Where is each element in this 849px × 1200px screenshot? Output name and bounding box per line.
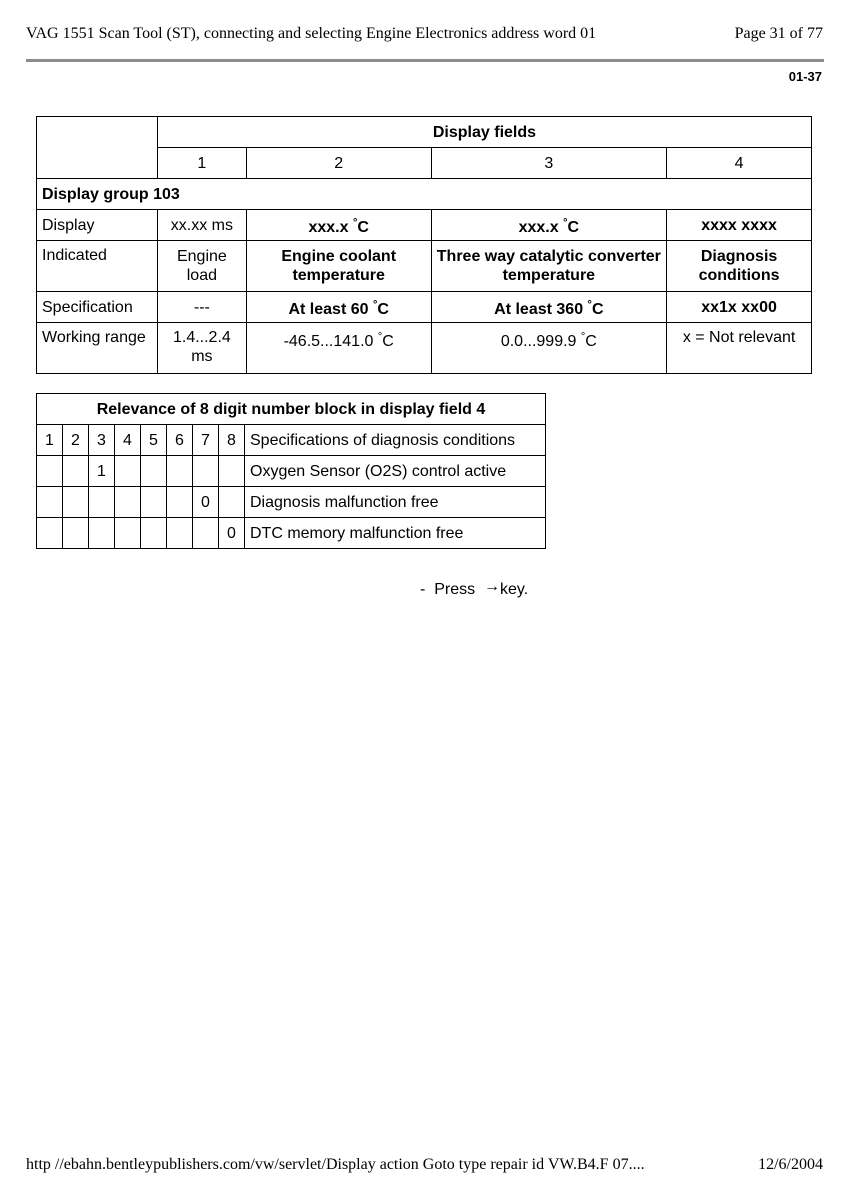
digit-cell: 0 <box>219 518 245 549</box>
digit-cell <box>63 456 89 487</box>
relevance-table <box>36 393 546 549</box>
row-label: Indicated <box>37 241 158 292</box>
digit-header-3: 3 <box>89 425 115 456</box>
cell-spec-field-4: xx1x xx00 <box>667 292 812 323</box>
row-label: Display <box>37 210 158 241</box>
digit-header-6: 6 <box>167 425 193 456</box>
digit-cell: 1 <box>89 456 115 487</box>
cell-indicated-field-4: Diagnosis conditions <box>667 241 812 292</box>
digit-cell <box>141 456 167 487</box>
page-reference: 01-37 <box>788 69 822 84</box>
relevance-title: Relevance of 8 digit number block in display field 4 <box>37 394 546 425</box>
field-header-2: 2 <box>246 148 431 179</box>
cell-indicated-field-3: Three way catalytic converter temperature <box>431 241 667 292</box>
digit-cell <box>89 518 115 549</box>
table-row <box>37 323 812 374</box>
header-title: VAG 1551 Scan Tool (ST), connecting and selecting Engine Electronics address word 01 <box>26 25 597 42</box>
field-header-1: 1 <box>157 148 246 179</box>
field-header-3: 3 <box>431 148 667 179</box>
digit-cell <box>115 456 141 487</box>
table-row <box>37 292 812 323</box>
arrow-right-icon: → <box>484 578 501 595</box>
condition-text: Oxygen Sensor (O2S) control active <box>245 456 546 487</box>
cell-spec-field-3: At least 360 °C <box>431 292 667 323</box>
digit-header-1: 1 <box>37 425 63 456</box>
digit-cell <box>37 456 63 487</box>
table-row <box>37 456 546 487</box>
cell-spec-field-2: At least 60 °C <box>246 292 431 323</box>
key-label: key. <box>500 581 529 598</box>
cell-spec-field-1: --- <box>157 292 246 323</box>
header-divider <box>26 59 824 62</box>
table-row <box>37 210 812 241</box>
digit-cell <box>167 487 193 518</box>
cell-indicated-field-1: Engine load <box>157 241 246 292</box>
cell-display-field-2: xxx.x °C <box>246 210 431 241</box>
row-label: Working range <box>37 323 158 374</box>
bullet-dash: - <box>420 581 426 598</box>
display-group-label: Display group 103 <box>37 179 812 210</box>
digit-header-8: 8 <box>219 425 245 456</box>
footer-date: 12/6/2004 <box>758 1156 823 1173</box>
press-label: Press <box>434 581 476 598</box>
cell-display-field-3: xxx.x °C <box>431 210 667 241</box>
digit-cell <box>63 518 89 549</box>
digit-cell <box>63 487 89 518</box>
spec-header: Specifications of diagnosis conditions <box>245 425 546 456</box>
field-header-4: 4 <box>667 148 812 179</box>
page-number: Page 31 of 77 <box>734 25 823 42</box>
cell-range-field-3: 0.0...999.9 °C <box>431 323 667 374</box>
cell-indicated-field-2: Engine coolant temperature <box>246 241 431 292</box>
condition-text: DTC memory malfunction free <box>245 518 546 549</box>
display-fields-title: Display fields <box>157 117 811 148</box>
display-fields-table <box>36 116 812 374</box>
table-row <box>37 241 812 292</box>
cell-display-field-1: xx.xx ms <box>157 210 246 241</box>
press-key-instruction <box>420 578 528 599</box>
digit-cell <box>219 456 245 487</box>
digit-cell <box>89 487 115 518</box>
digit-cell <box>193 456 219 487</box>
digit-cell <box>37 487 63 518</box>
table-row <box>37 487 546 518</box>
digit-cell <box>115 487 141 518</box>
digit-cell <box>37 518 63 549</box>
digit-cell <box>115 518 141 549</box>
digit-cell <box>219 487 245 518</box>
table-row <box>37 518 546 549</box>
digit-cell <box>141 487 167 518</box>
cell-display-field-4: xxxx xxxx <box>667 210 812 241</box>
cell-range-field-4: x = Not relevant <box>667 323 812 374</box>
digit-cell <box>167 518 193 549</box>
digit-header-5: 5 <box>141 425 167 456</box>
table-row <box>37 425 546 456</box>
digit-cell <box>141 518 167 549</box>
row-label: Specification <box>37 292 158 323</box>
cell-range-field-1: 1.4...2.4 ms <box>157 323 246 374</box>
condition-text: Diagnosis malfunction free <box>245 487 546 518</box>
digit-header-2: 2 <box>63 425 89 456</box>
footer-url: http //ebahn.bentleypublishers.com/vw/servlet/Display action Goto type repair id VW.B4.F 07.... <box>26 1156 645 1173</box>
corner-cell <box>37 117 158 179</box>
digit-header-4: 4 <box>115 425 141 456</box>
digit-cell <box>167 456 193 487</box>
digit-cell <box>193 518 219 549</box>
digit-cell: 0 <box>193 487 219 518</box>
cell-range-field-2: -46.5...141.0 °C <box>246 323 431 374</box>
digit-header-7: 7 <box>193 425 219 456</box>
